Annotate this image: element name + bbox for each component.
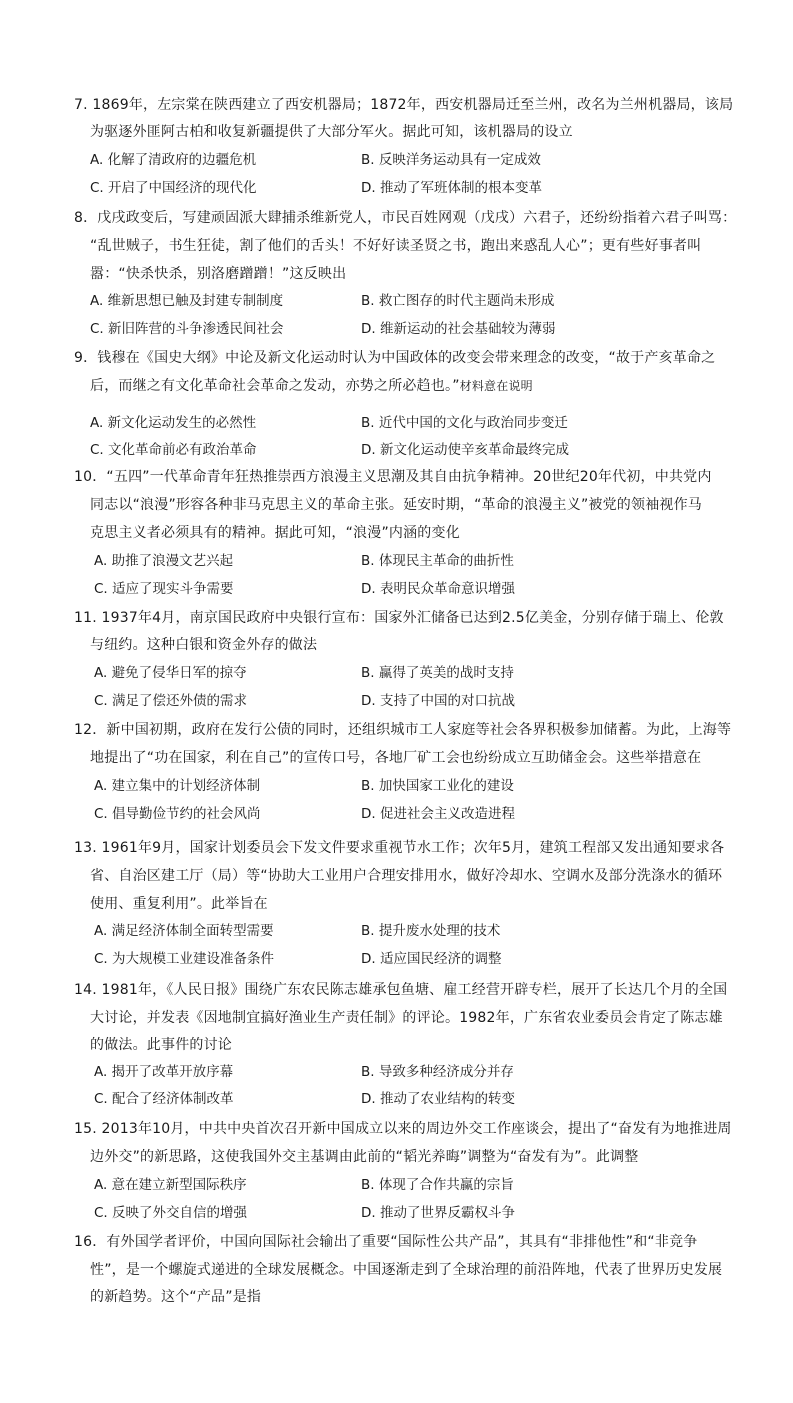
- question-text: 省、自治区建工厅（局）等“协助大工业用户合理安排用水，做好冷却水、空调水及部分洗涤水的循环: [90, 868, 723, 884]
- question-text: 8．戊戌政变后，写建顽固派大肆捕杀维新党人，市民百姓网观（戊戌）六君子，还纷纷指着六君子叫骂：: [74, 210, 737, 226]
- option-c[interactable]: C. 适应了现实斗争需要: [94, 581, 234, 597]
- question-text: 11. 1937年4月，南京国民政府中央银行宣布：国家外汇储备已达到2.5亿美金，分别存储于瑞上、伦敦: [74, 610, 724, 626]
- question-text: 同志以“浪漫”形容各种非马克思主义的革命主张。延安时期，“革命的浪漫主义”被党的领袖视作马: [90, 497, 703, 513]
- question-text: 与纽约。这种白银和资金外存的做法: [90, 637, 318, 653]
- option-d[interactable]: D. 推动了世界反霸权斗争: [361, 1205, 515, 1221]
- option-d[interactable]: D. 维新运动的社会基础较为薄弱: [361, 321, 556, 337]
- question-text: 9．钱穆在《国史大纲》中论及新文化运动时认为中国政体的改变会带来理念的改变，“故于产亥革命之: [74, 350, 716, 366]
- question-text: 13. 1961年9月，国家计划委员会下发文件要求重视节水工作；次年5月，建筑工程部又发出通知要求各: [74, 840, 725, 856]
- option-c[interactable]: C. 开启了中国经济的现代化: [90, 180, 257, 196]
- question-text: 14. 1981年，《人民日报》围绕广东农民陈志雄承包鱼塘、雇工经营开辟专栏，展开了长达几个月的全国: [74, 982, 728, 998]
- option-c[interactable]: C. 配合了经济体制改革: [94, 1091, 234, 1107]
- option-a[interactable]: A. 维新思想已触及封建专制制度: [90, 293, 284, 309]
- option-d[interactable]: D. 促进社会主义改造进程: [361, 806, 515, 822]
- question-text: 12．新中国初期，政府在发行公债的同时，还组织城市工人家庭等社会各界积极参加储蓄。为此，上海等: [74, 722, 732, 738]
- option-a[interactable]: A. 新文化运动发生的必然性: [90, 415, 257, 431]
- option-c[interactable]: C. 文化革命前必有政治革命: [90, 442, 257, 458]
- option-b[interactable]: B. 救亡图存的时代主题尚未形成: [361, 293, 555, 309]
- option-d[interactable]: D. 适应国民经济的调整: [361, 951, 502, 967]
- question-text-main: 后，而继之有文化革命社会革命之发动，亦势之所必趋也。”: [90, 378, 460, 394]
- option-a[interactable]: A. 化解了清政府的边疆危机: [90, 152, 257, 168]
- question-text: 边外交”的新思路，这使我国外交主基调由此前的“韬光养晦”调整为“奋发有为”。此调整: [90, 1149, 639, 1165]
- question-text: 地提出了“功在国家，利在自己”的宣传口号，各地厂矿工会也纷纷成立互助储金会。这些举措意在: [90, 750, 702, 766]
- question-text: 大讨论，并发表《因地制宜搞好渔业生产责任制》的评论。1982年，广东省农业委员会肯定了陈志雄: [90, 1010, 723, 1026]
- option-d[interactable]: D. 推动了农业结构的转变: [361, 1091, 515, 1107]
- option-d[interactable]: D. 支持了中国的对口抗战: [361, 693, 515, 709]
- option-c[interactable]: C. 倡导勤俭节约的社会风尚: [94, 806, 261, 822]
- question-text-tail: 材料意在说明: [459, 379, 533, 393]
- question-text: 为驱逐外匪阿古柏和收复新疆提供了大部分军火。据此可知，该机器局的设立: [90, 124, 573, 140]
- question-text: 嚣：“快杀快杀，别洛磨蹭蹭！”这反映出: [90, 266, 347, 282]
- option-a[interactable]: A. 满足经济体制全面转型需要: [94, 923, 274, 939]
- question-text: “乱世贼子，书生狂徒，割了他们的舌头！不好好读圣贤之书，跑出来惑乱人心”；更有些好事者叫: [90, 238, 702, 254]
- option-b[interactable]: B. 加快国家工业化的建设: [361, 778, 514, 794]
- option-b[interactable]: B. 体现了合作共赢的宗旨: [361, 1177, 514, 1193]
- option-a[interactable]: A. 揭开了改革开放序幕: [94, 1064, 234, 1080]
- question-text: 性”，是一个螺旋式递进的全球发展概念。中国逐渐走到了全球治理的前沿阵地，代表了世界历史发展: [90, 1262, 723, 1278]
- option-c[interactable]: C. 新旧阵营的斗争渗透民间社会: [90, 321, 284, 337]
- option-a[interactable]: A. 助推了浪漫文艺兴起: [94, 553, 234, 569]
- question-text: [90, 376, 533, 396]
- option-b[interactable]: B. 近代中国的文化与政治同步变迁: [361, 415, 568, 431]
- option-b[interactable]: B. 赢得了英美的战时支持: [361, 665, 514, 681]
- option-c[interactable]: C. 反映了外交自信的增强: [94, 1205, 248, 1221]
- option-d[interactable]: D. 新文化运动使辛亥革命最终完成: [361, 442, 569, 458]
- option-d[interactable]: D. 推动了军班体制的根本变革: [361, 180, 542, 196]
- question-text: 7. 1869年，左宗棠在陕西建立了西安机器局；1872年，西安机器局迁至兰州，改名为兰州机器局，该局: [74, 97, 734, 113]
- option-a[interactable]: A. 建立集中的计划经济体制: [94, 778, 261, 794]
- question-text: 使用、重复利用”。此举旨在: [90, 896, 268, 912]
- option-d[interactable]: D. 表明民众革命意识增强: [361, 581, 515, 597]
- option-b[interactable]: B. 提升废水处理的技术: [361, 923, 501, 939]
- question-text: 的新趋势。这个“产品”是指: [90, 1289, 262, 1305]
- option-c[interactable]: C. 为大规模工业建设准备条件: [94, 951, 275, 967]
- question-text: 克思主义者必须具有的精神。据此可知，“浪漫”内涵的变化: [90, 525, 460, 541]
- option-b[interactable]: B. 反映洋务运动具有一定成效: [361, 152, 541, 168]
- option-b[interactable]: B. 体现民主革命的曲折性: [361, 553, 514, 569]
- option-a[interactable]: A. 避免了侵华日军的掠夺: [94, 665, 247, 681]
- option-a[interactable]: A. 意在建立新型国际秩序: [94, 1177, 247, 1193]
- question-text: 16．有外国学者评价，中国向国际社会输出了重要“国际性公共产品”，其具有“非排他性”和“非竞争: [74, 1234, 698, 1250]
- option-c[interactable]: C. 满足了偿还外债的需求: [94, 693, 248, 709]
- question-text: 10．“五四”一代革命青年狂热推崇西方浪漫主义思潮及其自由抗争精神。20世纪20年代初，中共党内: [74, 469, 712, 485]
- question-text: 15. 2013年10月，中共中央首次召开新中国成立以来的周边外交工作座谈会，提出了“奋发有为地推进周: [74, 1121, 732, 1137]
- question-text: 的做法。此事件的讨论: [90, 1037, 232, 1053]
- option-b[interactable]: B. 导致多种经济成分并存: [361, 1064, 514, 1080]
